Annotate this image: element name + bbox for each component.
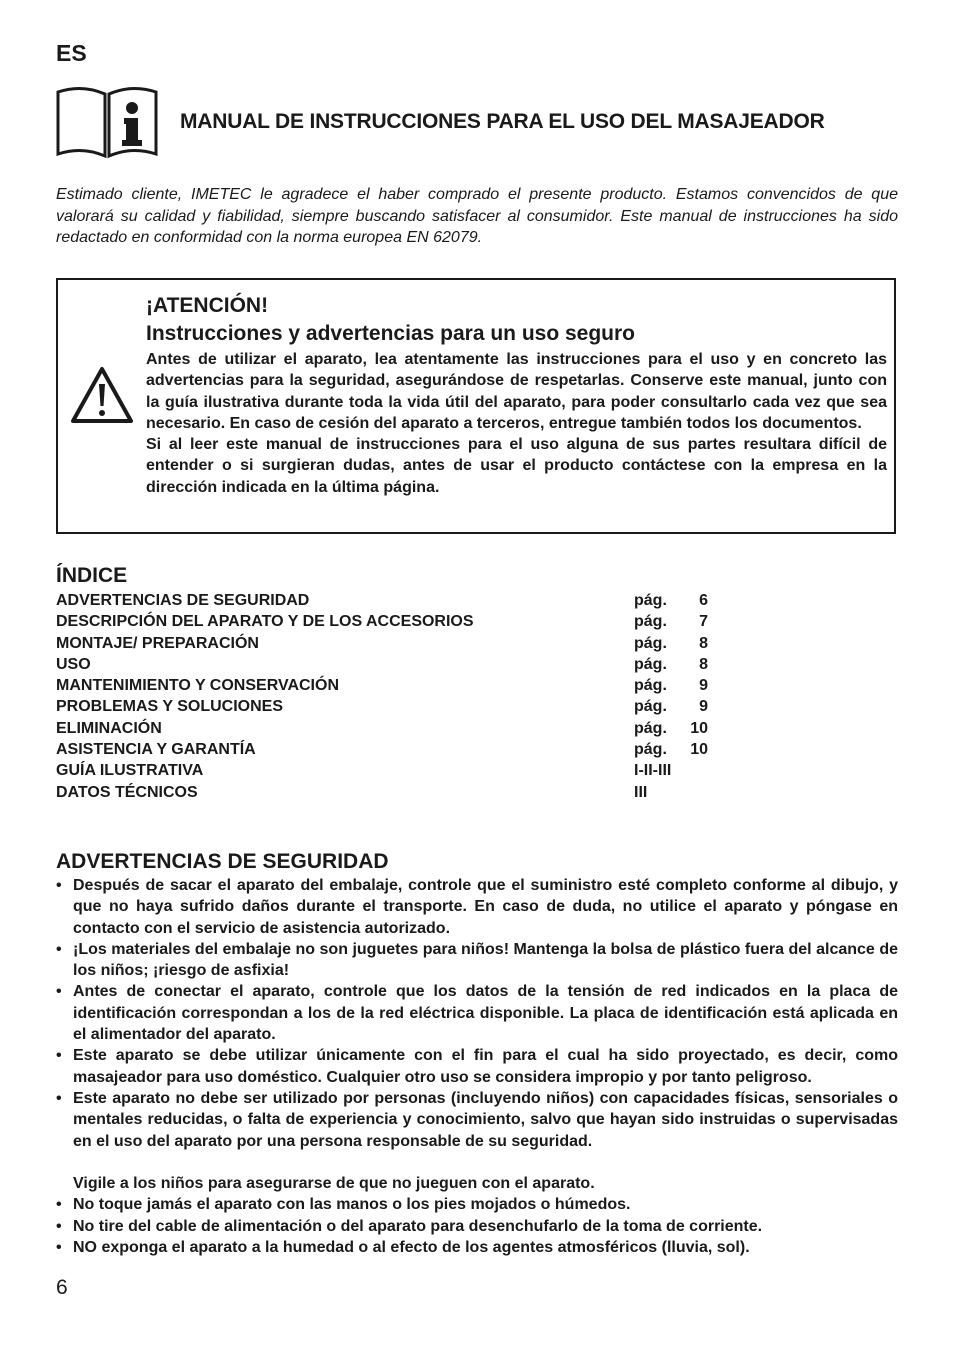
toc-entry — [56, 633, 716, 654]
toc-entry-page — [634, 782, 708, 803]
toc-entry-page — [634, 675, 708, 696]
list-item — [56, 1216, 898, 1237]
bullet-icon: • — [56, 1196, 62, 1214]
toc-entry-page — [634, 590, 708, 611]
list-item — [56, 1237, 898, 1258]
list-item-text: No tire del cable de alimentación o del aparato para desenchufarlo de la toma de corriente. — [73, 1217, 763, 1235]
list-item — [56, 1045, 898, 1088]
toc-entry-label: ELIMINACIÓN — [56, 719, 162, 737]
toc-page-prefix: pág. — [634, 634, 667, 652]
toc-entry — [56, 675, 716, 696]
toc-entry-page — [634, 654, 708, 675]
toc-entry-page — [634, 696, 708, 717]
list-item-text: Antes de conectar el aparato, controle que los datos de la tensión de red indicados en la placa de identificación correspondan a los de la red eléctrica disponible. La placa de identificación está aplicada en el alimentador del aparato. — [73, 983, 898, 1044]
info-book-icon — [56, 84, 158, 160]
warning-triangle-icon — [70, 366, 134, 424]
toc-page-number: 9 — [699, 677, 708, 695]
list-item — [56, 939, 898, 982]
bullet-icon: • — [56, 940, 62, 958]
list-item — [56, 981, 898, 1045]
toc-page-number: 6 — [699, 592, 708, 609]
toc-entry — [56, 718, 716, 739]
toc-entry — [56, 782, 716, 803]
toc-entry — [56, 696, 716, 717]
warning-text — [146, 349, 887, 498]
toc-entry — [56, 590, 716, 611]
toc-page-number: 9 — [699, 698, 708, 716]
toc-entry-label: USO — [56, 655, 91, 673]
toc-entry-page — [634, 718, 708, 739]
toc-page-prefix: III — [634, 783, 648, 801]
toc-page-prefix: I-II-III — [634, 762, 672, 780]
safety-section-title: ADVERTENCIAS DE SEGURIDAD — [56, 850, 389, 873]
toc-page-prefix: pág. — [634, 592, 667, 609]
list-item-text: No toque jamás el aparato con las manos o los pies mojados o húmedos. — [73, 1196, 631, 1214]
toc-entry-page — [634, 611, 708, 632]
bullet-icon: • — [56, 1047, 62, 1065]
toc-entry-label: GUÍA ILUSTRATIVA — [56, 762, 204, 780]
manual-title: MANUAL DE INSTRUCCIONES PARA EL USO DEL MASAJEADOR — [180, 110, 825, 133]
toc-entry — [56, 760, 716, 781]
index-title: ÍNDICE — [56, 564, 128, 587]
bullet-icon: • — [56, 877, 62, 894]
list-item-text: NO exponga el aparato a la humedad o al efecto de los agentes atmosféricos (lluvia, sol). — [73, 1239, 750, 1257]
list-item — [56, 1088, 898, 1152]
toc-entry-label: ASISTENCIA Y GARANTÍA — [56, 741, 256, 759]
toc-entry — [56, 611, 716, 632]
toc-entry-label: DESCRIPCIÓN DEL APARATO Y DE LOS ACCESORIOS — [56, 613, 474, 631]
toc-entry-page — [634, 739, 708, 760]
bullet-icon: • — [56, 1239, 62, 1257]
toc-entry — [56, 739, 716, 760]
toc-page-number: 8 — [699, 634, 708, 652]
warning-subheading: Instrucciones y advertencias para un uso seguro — [146, 322, 635, 345]
toc-page-number: 10 — [690, 741, 708, 759]
list-item-text: Vigile a los niños para asegurarse de que no jueguen con el aparato. — [73, 1175, 595, 1193]
safety-warning-box — [56, 278, 896, 534]
list-item-text: Después de sacar el aparato del embalaje, controle que el suministro esté completo conforme al dibujo, y que no haya sufrido daños durante el transporte. En caso de duda, no utilice el aparato y póngase en contacto con el servicio de asistencia autorizado. — [73, 877, 898, 937]
toc-page-number: 7 — [699, 613, 708, 631]
list-item — [56, 1173, 898, 1194]
toc-page-prefix: pág. — [634, 698, 667, 716]
list-item-text: Este aparato no debe ser utilizado por personas (incluyendo niños) con capacidades físicas, sensoriales o mentales reducidas, o falta de experiencia y conocimiento, salvo que hayan sido instruidas o supervisadas en el uso del aparato por una persona responsable de su seguridad. — [73, 1089, 898, 1150]
warning-heading: ¡ATENCIÓN! — [146, 294, 269, 317]
page-number: 6 — [56, 1276, 68, 1299]
language-code: ES — [56, 40, 87, 66]
warning-paragraph: Antes de utilizar el aparato, lea atentamente las instrucciones para el uso y en concreto las advertencias para la seguridad, asegurándose de respetarlas. Conserve este manual, junto con la guía ilustrativa durante toda la vida útil del aparato, para poder consultarlo cada vez que sea necesario. En caso de cesión del aparato a terceros, entregue también todos los documentos. — [146, 351, 887, 432]
bullet-icon: • — [56, 1217, 62, 1235]
intro-paragraph: Estimado cliente, IMETEC le agradece el haber comprado el presente producto. Estamos convencidos de que valorará su calidad y fiabilidad, siempre buscando satisfacer al consumidor. Este manual de instrucciones ha sido redactado en conformidad con la norma europea EN 62079. — [56, 186, 898, 246]
toc-entry-label: MANTENIMIENTO Y CONSERVACIÓN — [56, 677, 339, 695]
bullet-icon: • — [56, 1089, 62, 1107]
toc-entry-label: PROBLEMAS Y SOLUCIONES — [56, 698, 283, 716]
toc-entry-label: ADVERTENCIAS DE SEGURIDAD — [56, 592, 310, 609]
toc-entry-label: DATOS TÉCNICOS — [56, 783, 198, 801]
toc-page-number: 8 — [699, 655, 708, 673]
toc-page-prefix: pág. — [634, 677, 667, 695]
toc-entry-page — [634, 760, 708, 781]
list-item — [56, 1194, 898, 1215]
toc-page-prefix: pág. — [634, 655, 667, 673]
list-item-text: Este aparato se debe utilizar únicamente con el fin para el cual ha sido proyectado, es decir, como masajeador para uso doméstico. Cualquier otro uso se considera impropio y por tanto peligroso. — [73, 1047, 898, 1086]
toc-entry-page — [634, 633, 708, 654]
list-item-text: ¡Los materiales del embalaje no son juguetes para niños! Mantenga la bolsa de plástico fuera del alcance de los niños; ¡riesgo de asfixia! — [73, 940, 898, 980]
list-item — [56, 875, 898, 939]
safety-list — [56, 875, 898, 1258]
table-of-contents — [56, 590, 716, 803]
warning-paragraph: Si al leer este manual de instrucciones para el uso alguna de sus partes resultara difícil de entender o si surgieran dudas, antes de usar el producto contáctese con la empresa en la dirección indicada en la última página. — [146, 436, 887, 496]
toc-entry — [56, 654, 716, 675]
toc-page-prefix: pág. — [634, 719, 667, 737]
toc-entry-label: MONTAJE/ PREPARACIÓN — [56, 634, 259, 652]
bullet-icon: • — [56, 983, 62, 1001]
toc-page-number: 10 — [690, 719, 708, 737]
toc-page-prefix: pág. — [634, 613, 667, 631]
toc-page-prefix: pág. — [634, 741, 667, 759]
